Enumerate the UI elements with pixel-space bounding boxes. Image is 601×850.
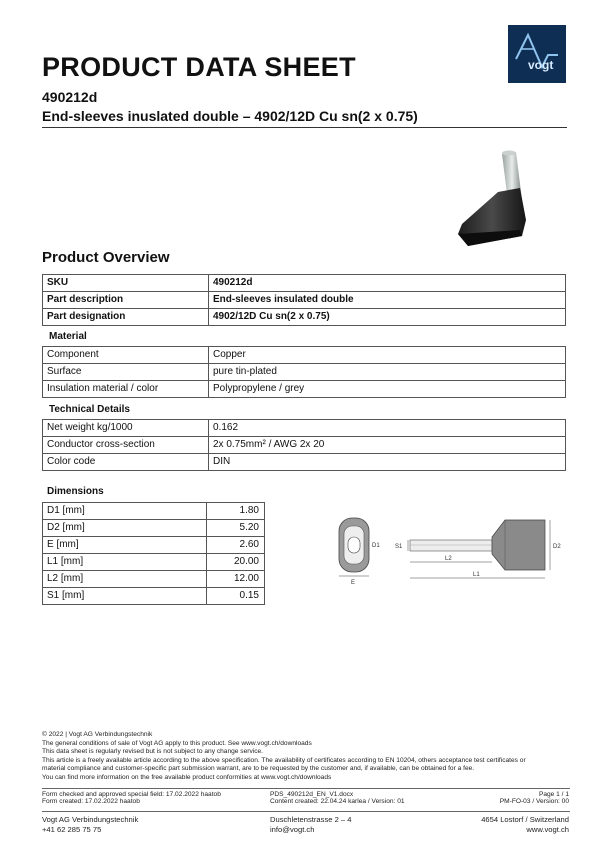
legal-notice xyxy=(42,731,572,783)
company-email[interactable]: info@vogt.ch xyxy=(270,825,315,834)
page-title: PRODUCT DATA SHEET xyxy=(42,52,356,82)
dimensions-heading: Dimensions xyxy=(47,486,104,497)
label-s1: S1 xyxy=(395,544,403,550)
row-value: 12.00 xyxy=(207,571,265,588)
row-value: End-sleeves insulated double xyxy=(209,292,566,309)
table-row xyxy=(43,503,265,520)
material-heading: Material xyxy=(49,331,87,342)
legal-line: This data sheet is regularly revised but is not subject to any change service. xyxy=(42,748,264,756)
row-label: Part designation xyxy=(43,309,209,326)
table-row xyxy=(43,520,265,537)
row-value: 0.162 xyxy=(209,420,566,437)
table-row xyxy=(43,454,566,471)
table-row xyxy=(43,381,566,398)
form-checked: Form checked and approved special field: 17.02.2022 haatob xyxy=(42,791,221,798)
legal-line: The general conditions of sale of Vogt AG apply to this product. See www.vogt.ch/downloads xyxy=(42,739,312,747)
row-value: 4902/12D Cu sn(2 x 0.75) xyxy=(209,309,566,326)
row-value: 5.20 xyxy=(207,520,265,537)
table-row xyxy=(43,588,265,605)
technical-heading: Technical Details xyxy=(49,404,130,415)
row-label: D1 [mm] xyxy=(43,503,207,520)
document-meta xyxy=(42,791,569,809)
footer-divider xyxy=(42,811,570,812)
logo-text: vogt xyxy=(528,58,554,72)
table-row xyxy=(43,309,566,326)
row-label: E [mm] xyxy=(43,537,207,554)
row-label: L2 [mm] xyxy=(43,571,207,588)
table-row xyxy=(43,437,566,454)
company-city: 4654 Lostorf / Switzerland xyxy=(481,815,569,824)
vogt-logo xyxy=(508,25,566,83)
label-e: E xyxy=(351,580,356,586)
table-row xyxy=(43,571,265,588)
table-row xyxy=(43,275,566,292)
row-value: Polypropylene / grey xyxy=(209,381,566,398)
footer-divider xyxy=(42,788,570,789)
form-version: PM-FO-03 / Version: 00 xyxy=(499,798,569,805)
row-value: 490212d xyxy=(209,275,566,292)
product-sku-heading: 490212d xyxy=(42,89,98,105)
dimensions-table xyxy=(42,502,265,605)
row-value: 2x 0.75mm² / AWG 2x 20 xyxy=(209,437,566,454)
table-row xyxy=(43,537,265,554)
row-label: Component xyxy=(43,347,209,364)
row-value: 1.80 xyxy=(207,503,265,520)
legal-line: material compliance and customer-specific part submission warrant, are to be requested by the customer and, if available, can be obtained for a fee. xyxy=(42,765,475,773)
product-subtitle: End-sleeves inuslated double – 4902/12D Cu sn(2 x 0.75) xyxy=(42,108,418,124)
table-row xyxy=(43,347,566,364)
technical-table xyxy=(42,419,566,471)
table-row xyxy=(43,554,265,571)
row-value: DIN xyxy=(209,454,566,471)
table-row xyxy=(43,364,566,381)
row-label: S1 [mm] xyxy=(43,588,207,605)
legal-line: This article is a freely available article according to the above specification. The availability of certificates according to EN 10204, others acceptance test certificates or xyxy=(42,756,526,764)
document-filename: PDS_490212d_EN_V1.docx xyxy=(270,791,354,798)
form-created: Form created: 17.02.2022 haatob xyxy=(42,798,140,805)
content-created: Content created: 22.04.24 karlea / Version: 01 xyxy=(270,798,405,805)
row-label: Color code xyxy=(43,454,209,471)
row-label: Part description xyxy=(43,292,209,309)
company-phone: +41 62 285 75 75 xyxy=(42,825,102,834)
row-value: Copper xyxy=(209,347,566,364)
row-label: D2 [mm] xyxy=(43,520,207,537)
company-street: Duschletenstrasse 2 – 4 xyxy=(270,815,352,824)
row-label: Insulation material / color xyxy=(43,381,209,398)
row-value: 20.00 xyxy=(207,554,265,571)
table-row xyxy=(43,292,566,309)
label-l2: L2 xyxy=(445,556,452,562)
product-image xyxy=(450,148,530,258)
row-value: 0.15 xyxy=(207,588,265,605)
row-label: Conductor cross-section xyxy=(43,437,209,454)
row-label: Surface xyxy=(43,364,209,381)
legal-line: © 2022 | Vogt AG Verbindungstechnik xyxy=(42,731,153,738)
page-number: Page 1 / 1 xyxy=(538,791,569,798)
overview-table xyxy=(42,274,566,326)
overview-heading: Product Overview xyxy=(42,249,170,266)
row-value: 2.60 xyxy=(207,537,265,554)
material-table xyxy=(42,346,566,398)
row-label: L1 [mm] xyxy=(43,554,207,571)
company-name: Vogt AG Verbindungstechnik xyxy=(42,815,139,824)
label-l1: L1 xyxy=(473,572,480,578)
table-row xyxy=(43,420,566,437)
row-label: Net weight kg/1000 xyxy=(43,420,209,437)
dimension-drawing xyxy=(333,510,573,590)
legal-line: You can find more information on the free available product conformities at www.vogt.ch/downloads xyxy=(42,773,332,781)
label-d2: D2 xyxy=(553,544,561,550)
company-contact xyxy=(42,815,569,837)
row-value: pure tin-plated xyxy=(209,364,566,381)
company-website[interactable]: www.vogt.ch xyxy=(526,825,569,834)
label-d1: D1 xyxy=(372,543,380,549)
row-label: SKU xyxy=(43,275,209,292)
header-divider xyxy=(42,127,567,128)
